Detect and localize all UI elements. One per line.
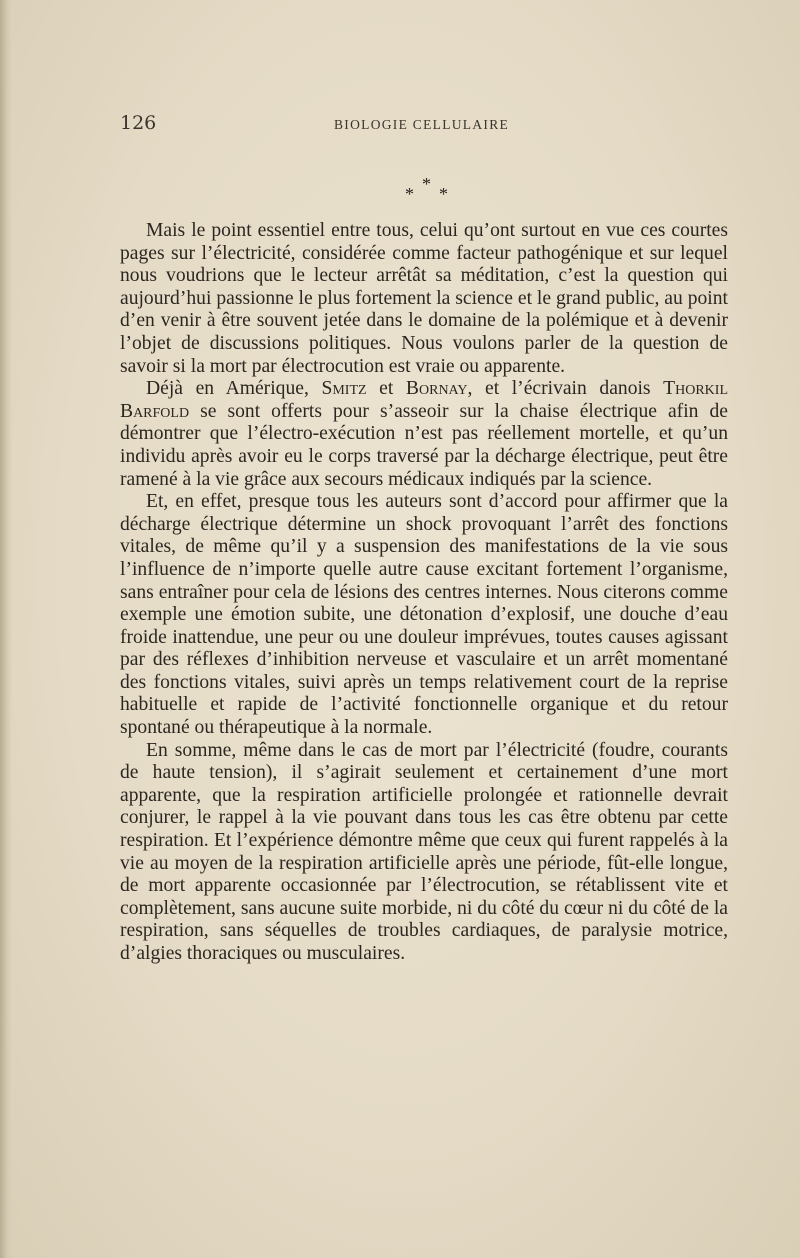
- page-number: 126: [120, 112, 157, 134]
- paragraph-3: Et, en effet, presque tous les auteurs sont d’accord pour affirmer que la décharge électrique détermine un shock provoquant l’arrêt des fonctions vitales, de même qu’il y a suspension des manifestations de la vie sous l’influence de n’importe quelle autre cause excitant fortement l’organisme, sans entraîner pour cela de lésions des centres internes. Nous citerons comme exemple une émotion subite, une détonation d’explosif, une douche d’eau froide inattendue, une peur ou une douleur imprévues, toutes causes agissant par des réflexes d’inhibition nerveuse et vasculaire et un arrêt momentané des fonctions vitales, suivi après un temps relativement court de la reprise habituelle et rapide de l’activité fonctionnelle organique et du retour spontané ou thérapeutique à la normale.: [120, 491, 728, 739]
- body-text: [120, 220, 728, 966]
- author-name-barfold: Thorkil Barfold: [120, 378, 729, 422]
- paragraph-1: Mais le point essentiel entre tous, celui qu’ont surtout en vue ces courtes pages sur l’électricité, considérée comme facteur pathogénique et sur lequel nous voudrions que le lecteur arrêtât sa méditation, c’est la question qui aujourd’hui passionne le plus fortement la science et le grand public, au point d’en venir à être souvent jetée dans le domaine de la polémique et à devenir l’objet de discussions politiques. Nous voulons parler de la question de savoir si la mort par électrocution est vraie ou apparente.: [120, 220, 728, 377]
- asterisk-left: *: [405, 184, 414, 204]
- paragraph-2-conjunction: et: [366, 378, 406, 400]
- paragraph-2: [120, 378, 728, 491]
- binding-edge: [0, 0, 12, 1258]
- asterisk-right: *: [439, 184, 448, 204]
- author-name-smitz: Smitz: [321, 378, 367, 400]
- paragraph-2-intro: Déjà en Amérique,: [146, 378, 322, 400]
- section-separator-asterism: [398, 174, 458, 204]
- running-title: BIOLOGIE CELLULAIRE: [334, 117, 510, 132]
- author-name-bornay: Bornay: [405, 378, 468, 400]
- asterisk-top: *: [422, 174, 431, 194]
- page-header: [120, 112, 730, 136]
- paragraph-2-rest: se sont offerts pour s’asseoir sur la chaise électrique afin de démontrer que l’électro-exécution n’est pas réellement mortelle, et qu’un individu après avoir eu le corps traversé par la décharge électrique, peut être ramené à la vie grâce aux secours médicaux indiqués par la science.: [120, 400, 728, 490]
- paragraph-4: En somme, même dans le cas de mort par l’électricité (foudre, courants de haute tension), il s’agirait seulement et certainement d’une mort apparente, que la respiration artificielle prolongée et rationnelle devrait conjurer, le rappel à la vie pouvant dans tous les cas être obtenu par cette respiration. Et l’expérience démontre même que ceux qui furent rappelés à la vie au moyen de la respiration artificielle après une période, fût-elle longue, de mort apparente occasionnée par l’électrocution, se rétablissent vite et complètement, sans aucune suite morbide, ni du côté du cœur ni du côté de la respiration, sans séquelles de troubles cardiaques, de paralysie motrice, d’algies thoraciques ou musculaires.: [120, 739, 728, 964]
- paragraph-2-middle: , et l’écrivain danois: [467, 378, 664, 400]
